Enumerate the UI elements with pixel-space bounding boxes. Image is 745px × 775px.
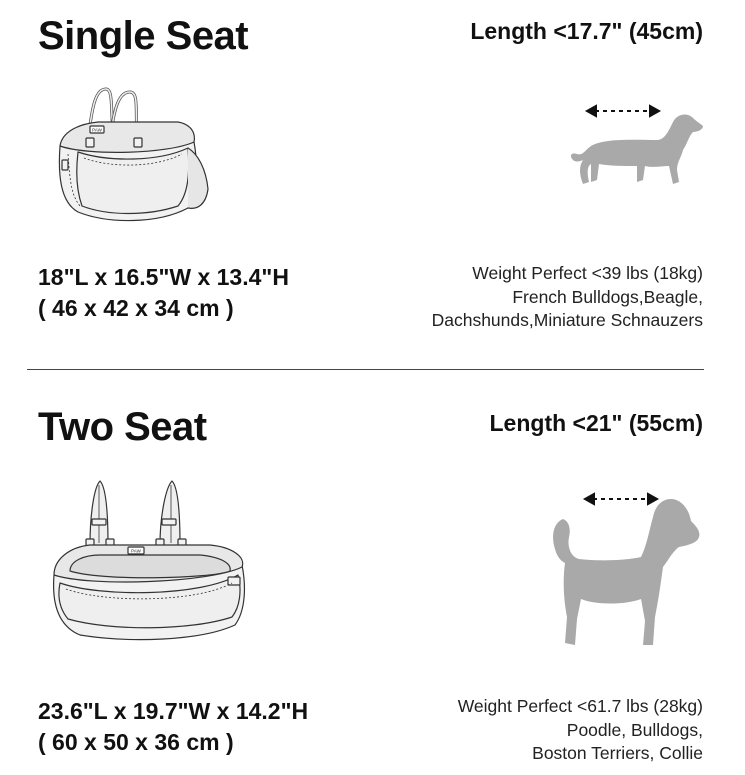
- single-seat-title: Single Seat: [38, 14, 249, 58]
- two-seat-carrier-illustration: [50, 475, 250, 645]
- two-seat-breeds-line1: Poodle, Bulldogs,: [566, 719, 703, 740]
- single-seat-section: [0, 0, 745, 380]
- single-seat-dimensions: [38, 262, 289, 324]
- single-seat-dims-imperial: 18"L x 16.5"W x 13.4"H: [38, 264, 289, 290]
- two-seat-weight-info: [458, 695, 703, 766]
- single-seat-weight-info: [432, 262, 703, 333]
- two-seat-weight: Weight Perfect <61.7 lbs (28kg): [457, 696, 703, 716]
- two-seat-length: Length <21" (55cm): [489, 410, 703, 436]
- section-divider: [27, 369, 704, 370]
- single-seat-logo-text: PAW: [92, 127, 102, 133]
- two-seat-title: Two Seat: [38, 405, 207, 449]
- dachshund-silhouette-icon: [565, 100, 705, 190]
- two-seat-breeds-line2: Boston Terriers, Collie: [532, 743, 703, 763]
- single-seat-length: Length <17.7" (45cm): [470, 18, 703, 44]
- single-seat-breeds-line2: Dachshunds,Miniature Schnauzers: [431, 310, 703, 330]
- single-seat-dims-metric: ( 46 x 42 x 34 cm ): [38, 295, 234, 321]
- single-seat-breeds-line1: French Bulldogs,Beagle,: [512, 286, 703, 307]
- single-seat-weight: Weight Perfect <39 lbs (18kg): [472, 263, 703, 283]
- two-seat-dims-metric: ( 60 x 50 x 36 cm ): [38, 729, 234, 755]
- two-seat-dims-imperial: 23.6"L x 19.7"W x 14.2"H: [38, 698, 309, 724]
- two-seat-dimensions: [38, 696, 308, 758]
- medium-dog-silhouette-icon: [545, 487, 705, 657]
- two-seat-logo-text: PAW: [131, 548, 141, 554]
- single-seat-carrier-illustration: [48, 84, 218, 234]
- two-seat-section: [0, 395, 745, 775]
